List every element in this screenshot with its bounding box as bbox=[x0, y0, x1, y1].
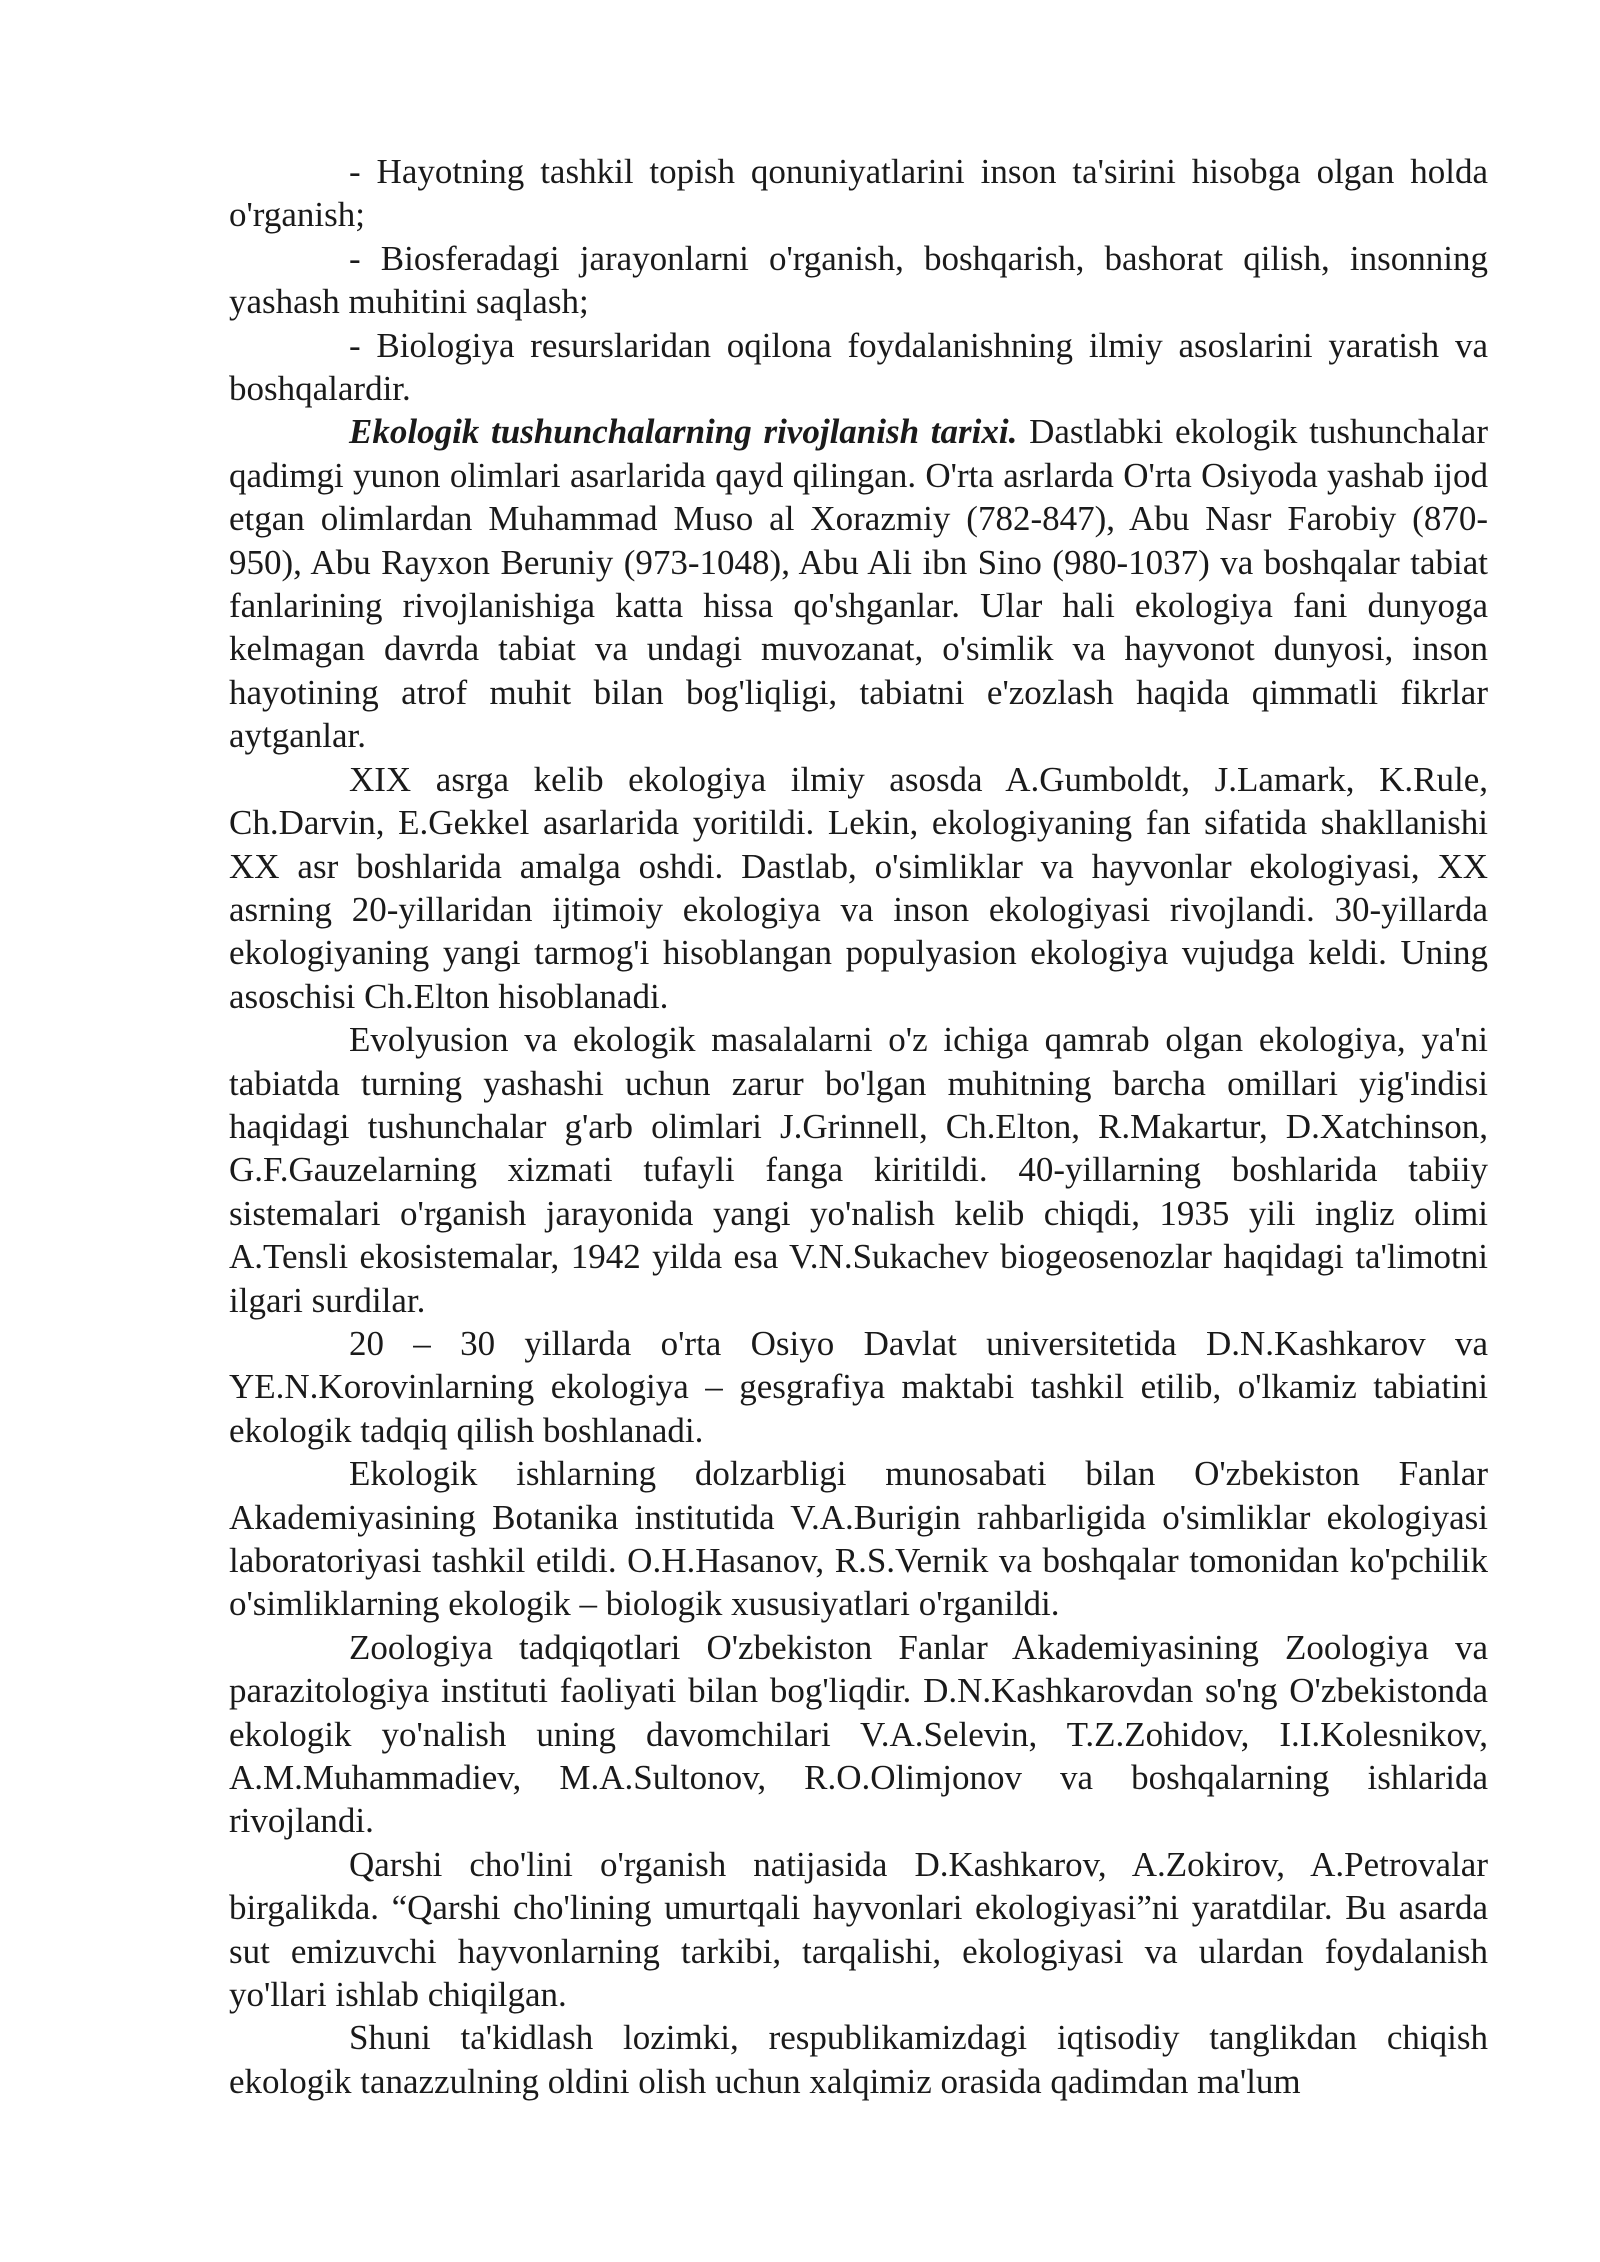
list-item-paragraph bbox=[229, 324, 1488, 411]
body-paragraph bbox=[229, 2016, 1488, 2103]
paragraph-text: 20 – 30 yillarda o'rta Osiyo Davlat universitetida D.N.Kashkarov va YE.N.Korovinlarning ekologiya – gesgrafiya maktabi tashkil etilib, o'lkamiz tabiatini ekologik tadqiq qilish boshlanadi. bbox=[229, 1323, 1488, 1450]
section-heading: Ekologik tushunchalarning rivojlanish tarixi. bbox=[349, 412, 1018, 452]
paragraph-text: Zoologiya tadqiqotlari O'zbekiston Fanlar Akademiyasining Zoologiya va parazitologiya instituti faoliyati bilan bog'liqdir. D.N.Kashkarovdan so'ng O'zbekistonda ekologik yo'nalish uning davomchilari V.A.Selevin, T.Z.Zohidov, I.I.Kolesnikov, A.M.Muhammadiev, M.A.Sultonov, R.O.Olimjonov va boshqalarning ishlarida rivojlandi. bbox=[229, 1627, 1488, 1841]
document-page bbox=[229, 150, 1488, 2103]
body-paragraph bbox=[229, 1626, 1488, 1843]
paragraph-text: Shuni ta'kidlash lozimki, respublikamizdagi iqtisodiy tanglikdan chiqish ekologik tanazzulning oldini olish uchun xalqimiz orasida qadimdan ma'lum bbox=[229, 2018, 1488, 2101]
body-paragraph bbox=[229, 758, 1488, 1018]
paragraph-text: Qarshi cho'lini o'rganish natijasida D.Kashkarov, A.Zokirov, A.Petrovalar birgalikda. “Qarshi cho'lining umurtqali hayvonlari ekologiyasi”ni yaratdilar. Bu asarda sut emizuvchi hayvonlarning tarkibi, tarqalishi, ekologiyasi va ulardan foydalanish yo'llari ishlab chiqilgan. bbox=[229, 1844, 1488, 2015]
paragraph-text: - Biologiya resurslaridan oqilona foydalanishning ilmiy asoslarini yaratish va boshqalardir. bbox=[229, 325, 1488, 409]
body-paragraph bbox=[229, 1843, 1488, 2017]
body-paragraph bbox=[229, 1452, 1488, 1626]
paragraph-text: Ekologik ishlarning dolzarbligi munosabati bilan O'zbekiston Fanlar Akademiyasining Botanika institutida V.A.Burigin rahbarligida o'simliklar ekologiyasi laboratoriyasi tashkil etildi. O.H.Hasanov, R.S.Vernik va boshqalar tomonidan ko'pchilik o'simliklarning ekologik – biologik xususiyatlari o'rganildi. bbox=[229, 1454, 1488, 1624]
body-paragraph bbox=[229, 1322, 1488, 1452]
section-paragraph bbox=[229, 410, 1488, 757]
paragraph-text: - Hayotning tashkil topish qonuniyatlarini inson ta'sirini hisobga olgan holda o'rganish; bbox=[229, 152, 1488, 235]
paragraph-text: XIX asrga kelib ekologiya ilmiy asosda A.Gumboldt, J.Lamark, K.Rule, Ch.Darvin, E.Gekkel asarlarida yoritildi. Lekin, ekologiyaning fan sifatida shakllanishi XX asr boshlarida amalga oshdi. Dastlab, o'simliklar va hayvonlar ekologiyasi, XX asrning 20-yillaridan ijtimoiy ekologiya va inson ekologiyasi rivojlandi. 30-yillarda ekologiyaning yangi tarmog'i hisoblangan populyasion ekologiya vujudga keldi. Uning asoschisi Ch.Elton hisoblanadi. bbox=[229, 759, 1488, 1016]
list-item-paragraph bbox=[229, 237, 1488, 324]
paragraph-text: Dastlabki ekologik tushunchalar qadimgi yunon olimlari asarlarida qayd qilingan. O'rta asrlarda O'rta Osiyoda yashab ijod etgan olimlardan Muhammad Muso al Xorazmiy (782-847), Abu Nasr Farobiy (870-950), Abu Rayxon Beruniy (973-1048), Abu Ali ibn Sino (980-1037) va boshqalar tabiat fanlarining rivojlanishiga katta hissa qo'shganlar. Ular hali ekologiya fani dunyoga kelmagan davrda tabiat va undagi muvozanat, o'simlik va hayvonot dunyosi, inson hayotining atrof muhit bilan bog'liqligi, tabiatni e'zozlash haqida qimmatli fikrlar aytganlar. bbox=[229, 412, 1488, 756]
list-item-paragraph bbox=[229, 150, 1488, 237]
body-paragraph bbox=[229, 1018, 1488, 1322]
paragraph-text: - Biosferadagi jarayonlarni o'rganish, boshqarish, bashorat qilish, insonning yashash muhitini saqlash; bbox=[229, 238, 1488, 322]
paragraph-text: Evolyusion va ekologik masalalarni o'z ichiga qamrab olgan ekologiya, ya'ni tabiatda turning yashashi uchun zarur bo'lgan muhitning barcha omillari yig'indisi haqidagi tushunchalar g'arb olimlari J.Grinnell, Ch.Elton, R.Makartur, D.Xatchinson, G.F.Gauzelarning xizmati tufayli fanga kiritildi. 40-yillarning boshlarida tabiiy sistemalari o'rganish jarayonida yangi yo'nalish kelib chiqdi, 1935 yili ingliz olimi A.Tensli ekosistemalar, 1942 yilda esa V.N.Sukachev biogeosenozlar haqidagi ta'limotni ilgari surdilar. bbox=[229, 1020, 1488, 1320]
